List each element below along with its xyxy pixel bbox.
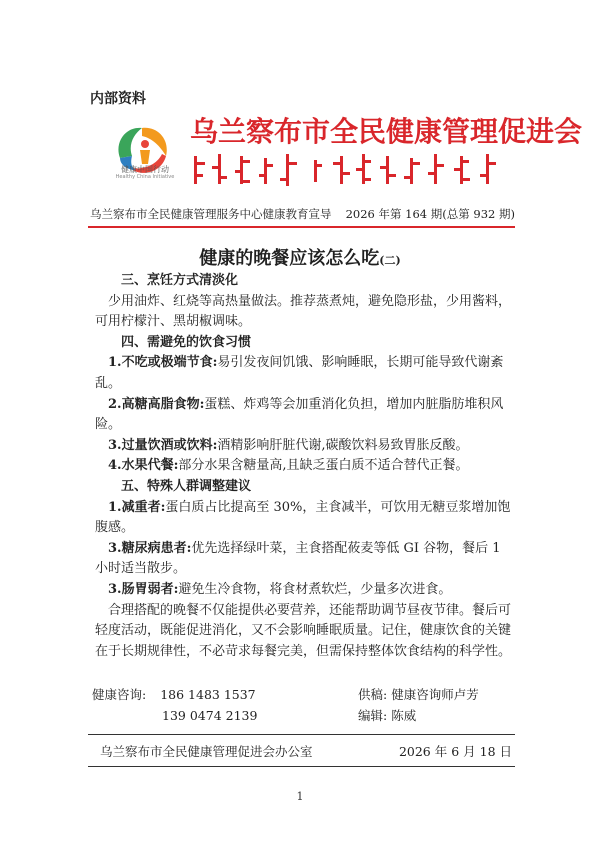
publish-date: 2026 年 6 月 18 日 [398, 744, 512, 759]
author-name: 健康咨询师卢芳 [391, 687, 479, 702]
footer-divider-top [88, 734, 515, 735]
list-item [95, 498, 515, 539]
phone-number-2: 139 0474 2139 [162, 708, 258, 723]
item-label: 3.过量饮酒或饮料: [108, 437, 218, 453]
header-divider [88, 226, 515, 228]
closing-paragraph: 合理搭配的晚餐不仅能提供必要营养，还能帮助调节昼夜节律。餐后可轻度活动，既能促进消化，又不会影响睡眠质量。记住，健康饮食的关键在于长期规律性，不必苛求每餐完美，但需保持整体饮食结构的科学性。 [95, 602, 512, 659]
phone-number-1: 186 1483 1537 [160, 687, 256, 702]
item-label: 4.水果代餐: [108, 458, 179, 474]
logo-caption: 健康中国行动 [121, 165, 169, 174]
section-heading: 三、烹饪方式清淡化 [121, 273, 239, 288]
article-title-suffix: (二) [379, 254, 401, 267]
list-item [95, 395, 515, 436]
article-title-main: 健康的晚餐应该怎么吃 [199, 248, 380, 269]
list-item [95, 456, 515, 477]
item-text: 易引发夜间饥饿、影响睡眠，长期可能导致代谢紊乱。 [95, 355, 504, 391]
item-label: 3.肠胃弱者: [108, 581, 179, 597]
item-text: 避免生冷食物，将食材煮软烂，少量多次进食。 [178, 581, 452, 597]
item-text: 蛋糕、炸鸡等会加重消化负担，增加内脏脂肪堆积风险。 [95, 396, 504, 433]
list-item [95, 539, 515, 580]
internal-material-label: 内部资料 [90, 91, 146, 107]
article-body [95, 271, 515, 662]
contact-block [92, 684, 517, 726]
footer [92, 742, 512, 760]
section-heading: 四、需避免的饮食习惯 [121, 334, 252, 350]
item-text: 蛋白质占比提高至 30%，主食减半，可饮用无糖豆浆增加饱腹感。 [95, 499, 511, 536]
organization-title: 乌兰察布市全民健康管理促进会 [190, 115, 583, 148]
item-label: 3.糖尿病患者: [108, 540, 192, 556]
mongolian-script-title [190, 152, 510, 190]
page-number: 1 [296, 790, 304, 803]
list-item [95, 436, 515, 457]
phone-label: 健康咨询: [92, 687, 147, 702]
publisher-line: 乌兰察布市全民健康管理服务中心健康教育宣导 [90, 207, 332, 221]
list-item [95, 580, 515, 601]
editor-name: 陈威 [391, 708, 417, 723]
list-item [95, 353, 515, 394]
editor-label: 编辑: [358, 708, 388, 723]
item-text: 酒精影响肝脏代谢,碳酸饮料易致胃胀反酸。 [217, 437, 469, 453]
footer-divider-bottom [88, 766, 515, 767]
item-label: 2.高糖高脂食物: [108, 396, 205, 412]
item-label: 1.减重者: [108, 499, 166, 515]
item-label: 1.不吃或极端节食: [108, 355, 218, 371]
logo-subcaption: Healthy China Initiative [115, 174, 175, 180]
issue-number: 2026 年第 164 期(总第 932 期) [345, 207, 515, 221]
office-name: 乌兰察布市全民健康管理促进会办公室 [100, 744, 313, 759]
item-text: 优先选择绿叶菜，主食搭配莜麦等低 GI 谷物，餐后 1 小时适当散步。 [95, 540, 501, 577]
section-heading: 五、特殊人群调整建议 [121, 478, 252, 494]
paragraph: 少用油炸、红烧等高热量做法。推荐蒸煮炖，避免隐形盐，少用酱料，可用柠檬汁、黑胡椒调味。 [95, 293, 512, 330]
item-text: 部分水果含糖量高,且缺乏蛋白质不适合替代正餐。 [178, 458, 469, 474]
article-title [0, 244, 600, 270]
publication-info-row [90, 206, 515, 222]
author-label: 供稿: [358, 687, 388, 702]
